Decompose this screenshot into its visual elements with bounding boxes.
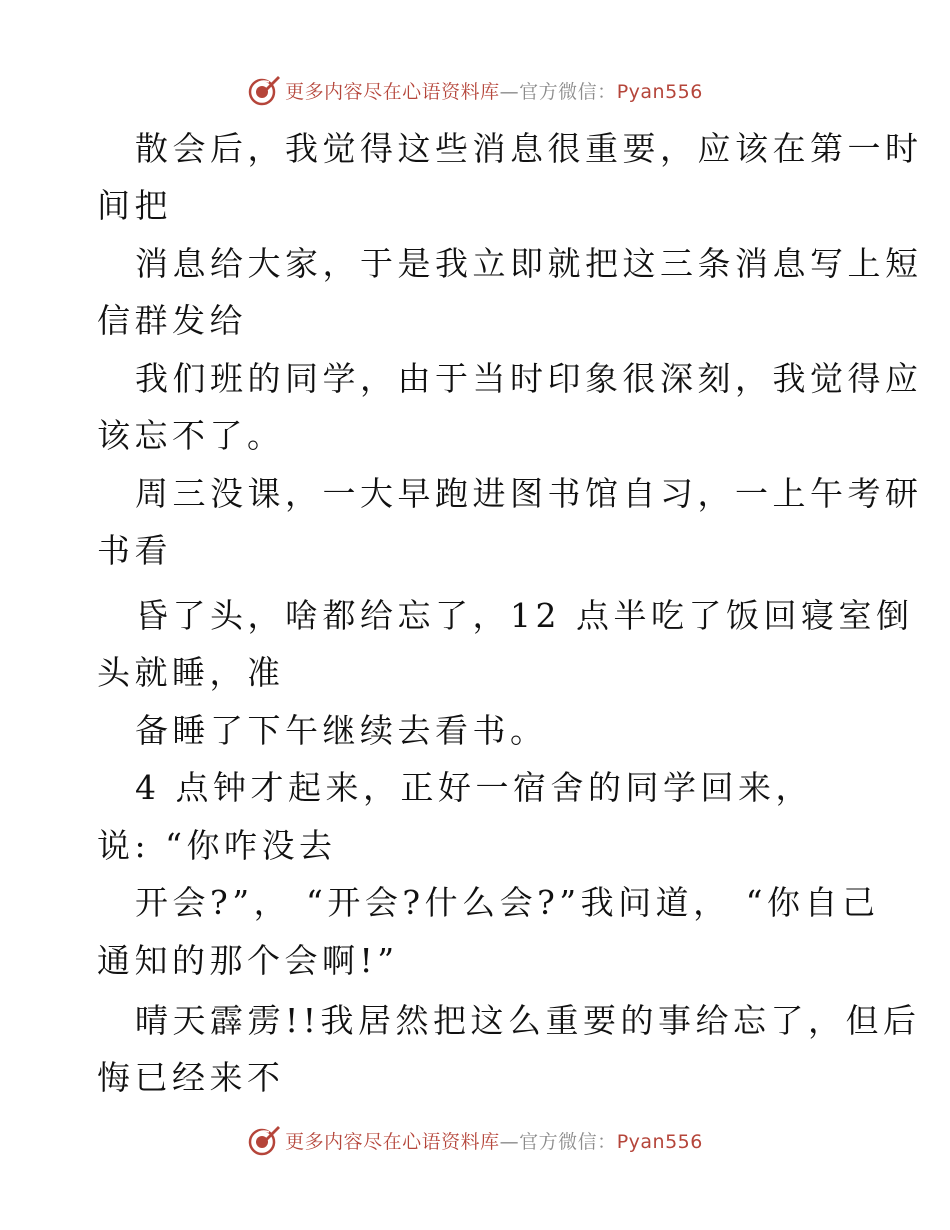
body-line: 晴天霹雳!!我居然把这么重要的事给忘了，但后 [135, 1001, 921, 1040]
header-dash: — [499, 80, 520, 103]
body-line: 散会后，我觉得这些消息很重要，应该在第一时 [135, 129, 923, 168]
body-line: 我们班的同学，由于当时印象很深刻，我觉得应 [135, 359, 923, 398]
body-line: 昏了头，啥都给忘了，12 点半吃了饭回寝室倒 [135, 596, 914, 635]
body-line: 书看 [97, 531, 172, 570]
body-line: 间把 [97, 186, 172, 225]
body-line: 开会?”， “开会?什么会?”我问道， “你自己 [135, 883, 880, 922]
header-wechat-id: Pyan556 [616, 80, 703, 103]
footer-banner [0, 1120, 950, 1160]
body-line: 备睡了下午继续去看书。 [135, 711, 548, 750]
footer-wechat-label: 官方微信： [519, 1130, 617, 1153]
header-brand-text: 更多内容尽在心语资料库 [285, 80, 500, 103]
body-line: 4 点钟才起来，正好一宿舍的同学回来， [135, 768, 813, 807]
body-line: 头就睡，准 [97, 653, 285, 692]
body-line: 该忘不了。 [97, 416, 285, 455]
footer-brand-text: 更多内容尽在心语资料库 [285, 1130, 500, 1153]
body-line: 悔已经来不 [97, 1058, 285, 1097]
footer-wechat-id: Pyan556 [616, 1130, 703, 1153]
footer-banner-text [285, 1127, 703, 1154]
body-line: 说: “你咋没去 [97, 826, 337, 865]
body-line: 消息给大家，于是我立即就把这三条消息写上短 [135, 244, 923, 283]
body-line: 信群发给 [97, 301, 247, 340]
quill-logo-icon [247, 1123, 281, 1157]
footer-dash: — [499, 1130, 520, 1153]
body-line: 周三没课，一大早跑进图书馆自习，一上午考研 [135, 474, 923, 513]
body-line: 通知的那个会啊!” [97, 941, 399, 980]
header-wechat-label: 官方微信： [519, 80, 617, 103]
